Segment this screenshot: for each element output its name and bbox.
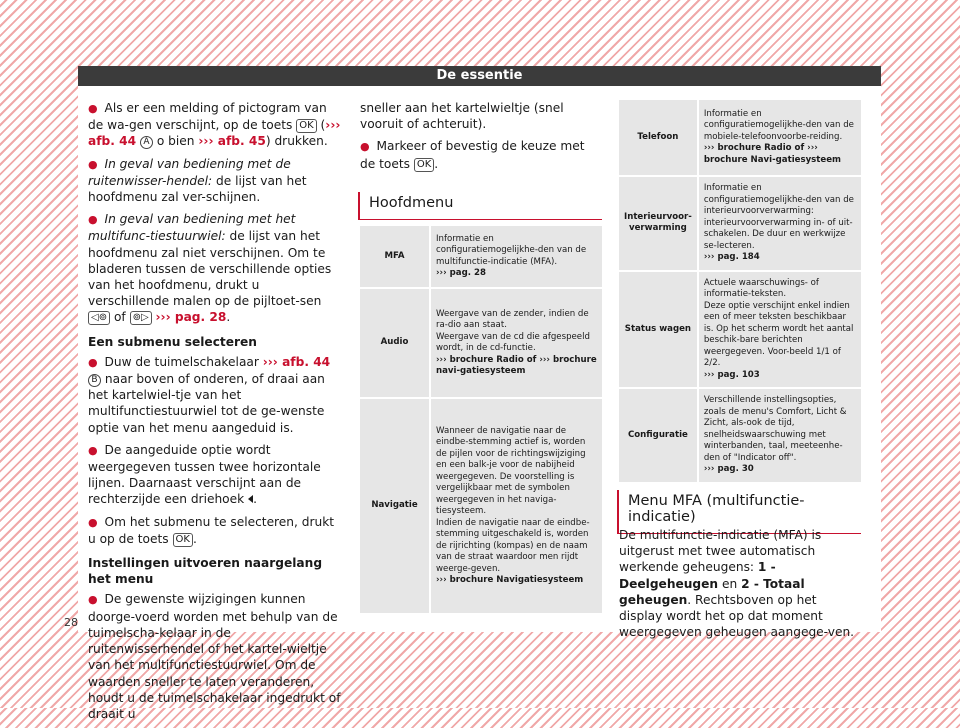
paragraph: ● Duw de tuimelschakelaar ››› afb. 44 B naar boven of onderen, of draai aan het kartelwiel-tje van het multifunctiestuurwiel tot de ge-wenste optie van het menu aangeduid is. xyxy=(88,354,331,435)
menu-item-description: Informatie en configuratiemogelijkhe-den van de interieurvoorverwarming: interieurvoorverwarming in- of uit-schakelen. De duur en werkwijze se-lecteren. ››› pag. 184 xyxy=(698,176,861,271)
main-menu-table xyxy=(360,226,602,615)
callout-b-icon: B xyxy=(88,374,101,387)
page-number: 28 xyxy=(64,616,78,629)
page-link[interactable]: ››› pag. 30 xyxy=(703,464,754,474)
menu-item-name: Configuratie xyxy=(619,388,698,483)
menu-item-description: Informatie en configuratiemogelijkhe-den van de mobiele-telefoonvoorbe-reiding. ››› brochure Radio of ››› brochure Navi-gatiesysteem xyxy=(698,100,861,176)
page-link[interactable]: ››› pag. 28 xyxy=(155,310,227,325)
paragraph: ● In geval van bediening met de ruitenwisser-hendel: de lijst van het hoofdmenu zal ver-schijnen. xyxy=(88,156,307,205)
menu-item-name: Audio xyxy=(360,288,430,398)
paragraph: sneller aan het kartelwieltje (snel vooruit of achteruit). xyxy=(360,101,564,132)
section-title-hoofdmenu: Hoofdmenu xyxy=(358,192,602,220)
ok-key-icon: OK xyxy=(296,119,316,133)
page-link[interactable]: ››› brochure Radio of ››› brochure navi-gatiesysteem xyxy=(436,354,597,376)
table-row xyxy=(619,271,861,389)
table-row xyxy=(360,398,602,614)
arrow-left-key-icon: ◁⊚ xyxy=(88,311,110,325)
paragraph: ● Als er een melding of pictogram van de wa-gen verschijnt, op de toets OK (››› afb. 44 A o bien ››› afb. 45) drukken. xyxy=(88,101,341,149)
paragraph: ● De gewenste wijzigingen kunnen doorge-voerd worden met behulp van de tuimelscha-kelaar in de ruitenwisserhendel of het kartel-wieltje van het multifunctiestuurwiel. Om de waarden sneller te laten veranderen, houdt u de tuimelschakelaar ingedrukt of draait u xyxy=(88,592,341,721)
paragraph: ● Om het submenu te selecteren, drukt u op de toets OK . xyxy=(88,514,335,546)
bullet-icon: ● xyxy=(88,157,98,171)
figure-link[interactable]: ››› afb. 44 xyxy=(88,118,341,149)
subheading: Een submenu selecteren xyxy=(88,334,257,349)
bullet-icon: ● xyxy=(88,593,98,607)
menu-item-name: MFA xyxy=(360,226,430,288)
paragraph: ● De aangeduide optie wordt weergegeven tussen twee horizontale lijnen. Daarnaast verschijnt aan de rechterzijde een driehoek . xyxy=(88,442,321,507)
table-row xyxy=(360,288,602,398)
column-2 xyxy=(360,100,602,178)
menu-item-description: Verschillende instellingsopties, zoals de menu's Comfort, Licht & Zicht, als-ook de tijd, snelheidswaarschuwing met winterbanden, taal, meeteenhe-den of "Indicator off". ››› pag. 30 xyxy=(698,388,861,483)
menu-item-name: Interieurvoor-verwarming xyxy=(619,176,698,271)
figure-link[interactable]: ››› afb. 45 xyxy=(198,134,266,149)
page-link[interactable]: ››› pag. 184 xyxy=(703,252,760,262)
paragraph: ● In geval van bediening met het multifunc-tiestuurwiel: de lijst van het hoofdmenu zal niet verschijnen. Om te bladeren tussen de verschillende opties van het hoofdmenu, drukt u verschillende malen op de pijltoet-sen ◁⊚ of ⊚▷ ››› pag. 28. xyxy=(88,212,332,325)
page-link[interactable]: ››› pag. 28 xyxy=(436,268,486,278)
arrow-right-key-icon: ⊚▷ xyxy=(130,311,152,325)
menu-item-name: Telefoon xyxy=(619,100,698,176)
paragraph: De multifunctie-indicatie (MFA) is uitgerust met twee automatisch werkende geheugens: 1 - Deelgeheugen en 2 - Totaal geheugen. Rechtsboven op het display wordt het op dat moment weergegeven geheugen aangege-ven. xyxy=(619,528,855,640)
ok-key-icon: OK xyxy=(414,158,434,172)
column-1 xyxy=(88,100,342,728)
bullet-icon: ● xyxy=(88,443,98,457)
subheading: Instellingen uitvoeren naargelang het menu xyxy=(88,556,323,587)
paragraph: ● Markeer of bevestig de keuze met de toets OK . xyxy=(360,139,585,171)
main-menu-table-continued xyxy=(619,100,861,484)
table-row xyxy=(619,176,861,271)
callout-a-icon: A xyxy=(140,136,153,149)
bullet-icon: ● xyxy=(88,355,98,369)
page-header: De essentie xyxy=(78,66,881,86)
bullet-icon: ● xyxy=(88,515,98,529)
bullet-icon: ● xyxy=(360,140,370,154)
section-title-mfa: Menu MFA (multifunctie-indicatie) xyxy=(617,490,861,534)
menu-item-name: Status wagen xyxy=(619,271,698,389)
page-link[interactable]: ››› brochure Radio of ››› brochure Navi-gatiesysteem xyxy=(703,143,842,165)
table-row xyxy=(619,100,861,176)
table-row xyxy=(619,388,861,483)
table-row xyxy=(360,226,602,288)
menu-item-name: Navigatie xyxy=(360,398,430,614)
menu-item-description: Weergave van de zender, indien de ra-dio aan staat. Weergave van de cd die afgespeeld wordt, in de cd-functie. ››› brochure Radio of ››› brochure navi-gatiesysteem xyxy=(430,288,602,398)
ok-key-icon: OK xyxy=(173,533,193,547)
figure-link[interactable]: ››› afb. 44 xyxy=(262,354,331,369)
menu-item-description: Wanneer de navigatie naar de eindbe-stemming actief is, worden de pijlen voor de richtingswijziging en een balk-je voor de nabijheid weergegeven. De voorstelling is vergelijkbaar met de symbolen weergegeven in het naviga-tiesysteem. Indien de navigatie naar de eindbe-stemming uitgeschakeld is, worden de rijrichting (kompas) en de naam van de straat waardoor men rijdt weerge-geven. ››› brochure Navigatiesysteem xyxy=(430,398,602,614)
bullet-icon: ● xyxy=(88,102,98,115)
page-link[interactable]: ››› brochure Navigatiesysteem xyxy=(436,575,584,585)
page-link[interactable]: ››› pag. 103 xyxy=(703,369,760,380)
bullet-icon: ● xyxy=(88,213,98,227)
menu-item-description: Informatie en configuratiemogelijkhe-den van de multifunctie-indicatie (MFA). ››› pag. 28 xyxy=(430,226,602,288)
menu-item-description: Actuele waarschuwings- of informatie-teksten. Deze optie verschijnt enkel indien een of meer teksten beschikbaar is. Op het scherm wordt het aantal beschik-bare berichten weergegeven. Voor-beeld 1/1 of 2/2. ››› pag. 103 xyxy=(698,271,861,389)
